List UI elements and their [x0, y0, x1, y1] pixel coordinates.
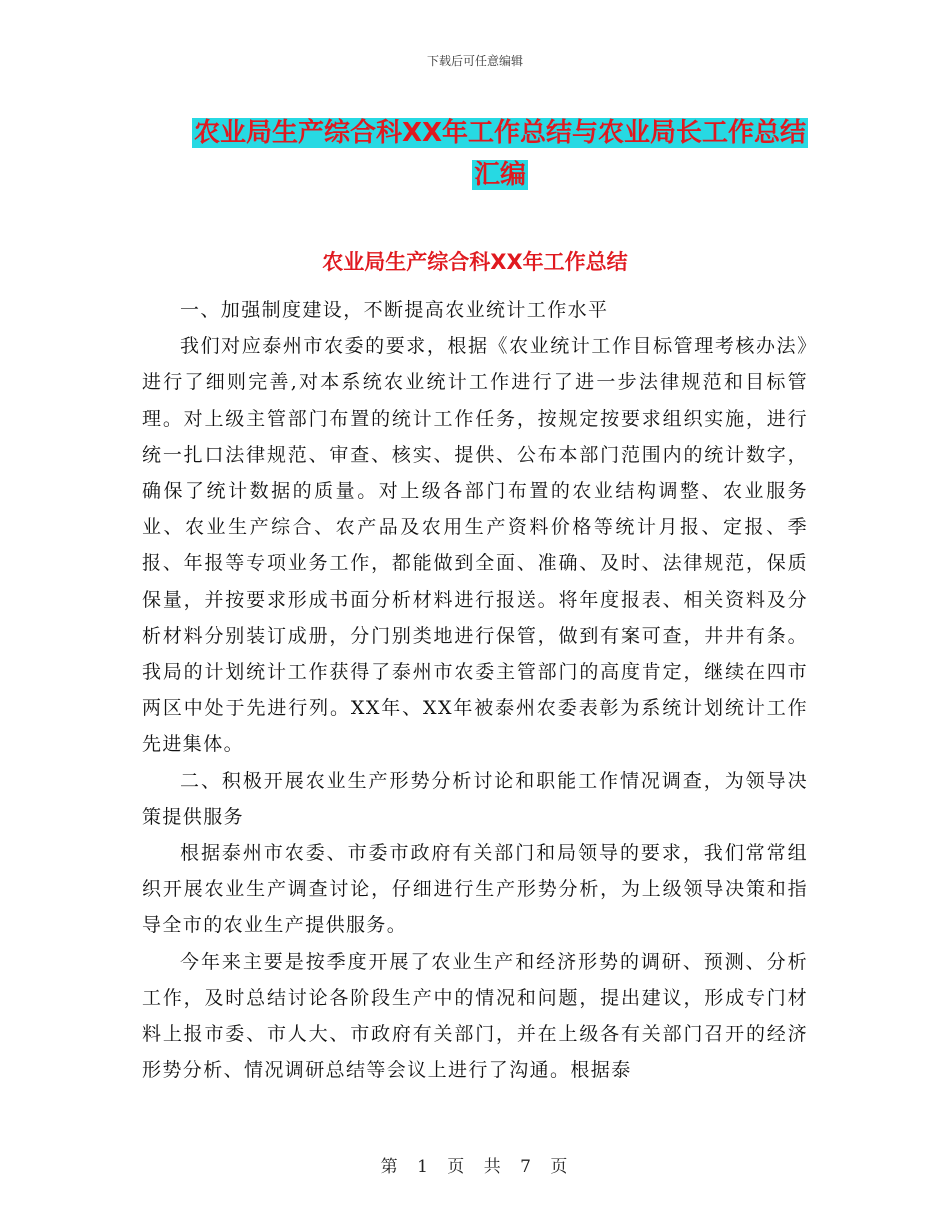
body-paragraph: 今年来主要是按季度开展了农业生产和经济形势的调研、预测、分析工作，及时总结讨论各阶段生产中的情况和问题，提出建议，形成专门材料上报市委、市人大、市政府有关部门，并在上级各有关部门召开的经济形势分析、情况调研总结等会议上进行了沟通。根据泰 — [142, 950, 808, 1082]
footer-total-pages: 7 — [520, 1157, 533, 1177]
section-heading-1: 一、加强制度建设，不断提高农业统计工作水平 — [180, 299, 609, 321]
footer-label-page: 第 — [380, 1157, 400, 1177]
footer-label-unit-2: 页 — [550, 1157, 570, 1177]
body-paragraph: 我们对应泰州市农委的要求，根据《农业统计工作目标管理考核办法》进行了细则完善,对本系统农业统计工作进行了进一步法律规范和目标管理。对上级主管部门布置的统计工作任务，按规定按要求组织实施，进行统一扎口法律规范、审查、核实、提供、公布本部门范围内的统计数字，确保了统计数据的质量。对上级各部门布置的农业结构调整、农业服务业、农业生产综合、农产品及农用生产资料价格等统计月报、定报、季报、年报等专项业务工作，都能做到全面、准确、及时、法律规范，保质保量，并按要求形成书面分析材料进行报送。将年度报表、相关资料及分析材料分别装订成册，分门别类地进行保管，做到有案可查，井井有条。我局的计划统计工作获得了泰州市农委主管部门的高度肯定，继续在四市两区中处于先进行列。XX年、XX年被泰州农委表彰为系统计划统计工作先进集体。 — [142, 335, 808, 756]
document-body — [142, 292, 808, 1088]
section-title: 农业局生产综合科XX年工作总结 — [322, 250, 628, 274]
document-title-line-2: 汇编 — [473, 160, 526, 190]
page-footer — [0, 1152, 950, 1177]
body-paragraph: 根据泰州市农委、市委市政府有关部门和局领导的要求，我们常常组织开展农业生产调查讨论，仔细进行生产形势分析，为上级领导决策和指导全市的农业生产提供服务。 — [142, 842, 808, 937]
footer-current-page: 1 — [417, 1157, 430, 1177]
footer-label-total: 共 — [483, 1157, 503, 1177]
page-header-note: 下载后可任意编辑 — [426, 54, 523, 68]
section-heading-2: 二、积极开展农业生产形势分析讨论和职能工作情况调查，为领导决策提供服务 — [142, 769, 808, 828]
document-title — [140, 112, 860, 196]
footer-label-unit: 页 — [447, 1157, 467, 1177]
document-title-line-1: 农业局生产综合科XX年工作总结与农业局长工作总结 — [193, 118, 807, 148]
